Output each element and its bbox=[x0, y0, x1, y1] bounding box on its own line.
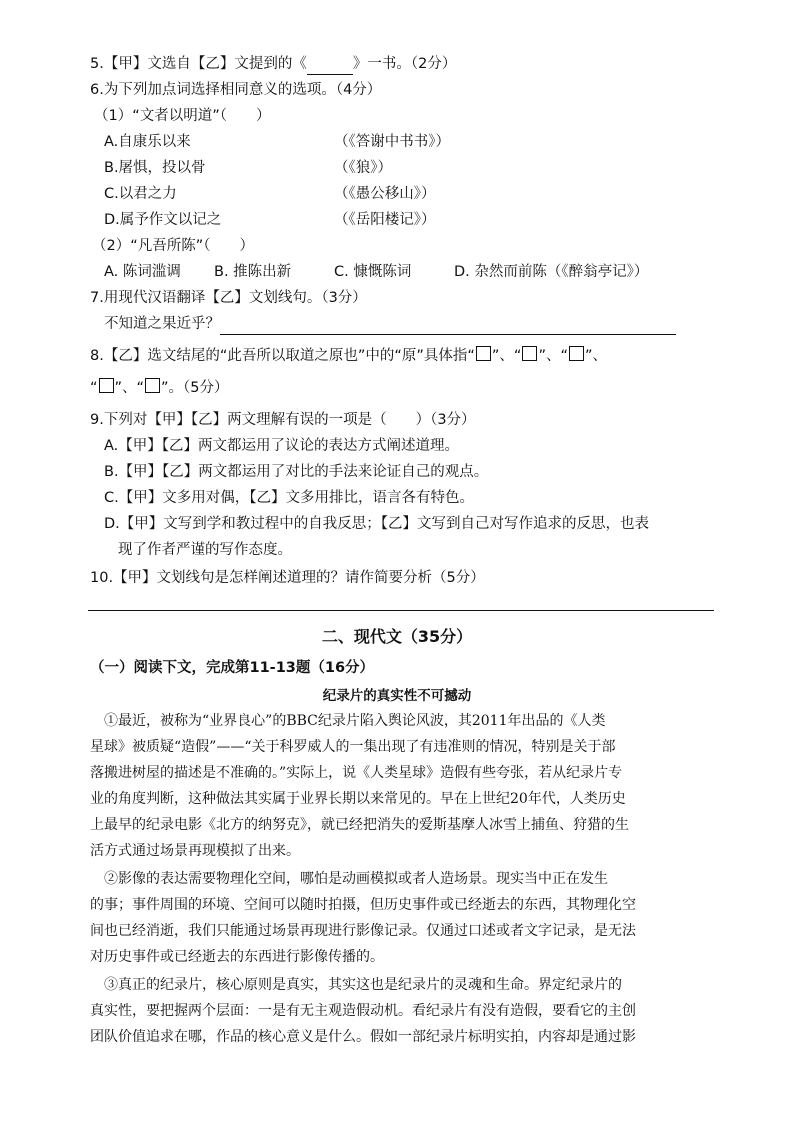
option-9-a: A.【甲】【乙】两文都运用了议论的表达方式阐述道理。 bbox=[104, 438, 460, 454]
question-8-line-1 bbox=[90, 346, 607, 366]
question-6-1-stem: （1）“文者以明道”（ ） bbox=[94, 108, 271, 124]
question-5-post: 》一书。（2分） bbox=[352, 56, 457, 72]
article-title: 纪录片的真实性不可撼动 bbox=[322, 688, 472, 704]
option-9-b: B.【甲】【乙】两文都运用了对比的手法来论证自己的观点。 bbox=[104, 464, 489, 480]
question-6-stem: 6.为下列加点词选择相同意义的选项。（4分） bbox=[90, 82, 382, 98]
answer-box[interactable] bbox=[569, 346, 584, 361]
answer-blank[interactable] bbox=[220, 314, 676, 335]
question-8-line-2 bbox=[90, 378, 229, 398]
option-9-d-line-2: 现了作者严谨的写作态度。 bbox=[118, 542, 292, 558]
question-8-sep: ”、“ bbox=[491, 348, 522, 364]
paragraph-line: 活方式通过场景再现模拟了出来。 bbox=[90, 843, 300, 859]
question-5-pre: 5.【甲】文选自【乙】文提到的《 bbox=[90, 56, 307, 72]
section-divider bbox=[88, 610, 714, 611]
paragraph-2 bbox=[90, 866, 702, 970]
option-6-1-b: B.屠惧，投以骨 bbox=[104, 160, 206, 176]
answer-blank[interactable] bbox=[307, 54, 353, 75]
paragraph-3 bbox=[90, 972, 702, 1050]
question-8-sep: ”、“ bbox=[538, 348, 568, 364]
answer-box[interactable] bbox=[476, 346, 491, 361]
answer-box[interactable] bbox=[99, 378, 114, 393]
option-6-1-b-source: （《狼》） bbox=[334, 160, 392, 176]
paragraph-line: 落搬进树屋的描述是不准确的。”实际上，说《人类星球》造假有些夸张，若从纪录片专 bbox=[90, 765, 623, 781]
paragraph-1 bbox=[90, 708, 702, 864]
reading-subtitle: （一）阅读下文，完成第11-13题（16分） bbox=[90, 660, 375, 676]
question-9-stem: 9.下列对【甲】【乙】两文理解有误的一项是（ ）（3分） bbox=[90, 412, 476, 428]
question-8-sep: ”、 bbox=[584, 348, 607, 364]
option-6-1-a-source: （《答谢中书书》） bbox=[334, 134, 450, 150]
section-title: 二、现代文（35分） bbox=[321, 627, 473, 646]
option-6-2-c: C. 慷慨陈词 bbox=[334, 264, 412, 280]
answer-box[interactable] bbox=[145, 378, 160, 393]
paragraph-line: ②影像的表达需要物理化空间，哪怕是动画模拟或者人造场景。现实当中正在发生 bbox=[104, 871, 608, 887]
question-7-stem: 7.用现代汉语翻译【乙】文划线句。（3分） bbox=[90, 290, 367, 306]
question-8-sep: ”、“ bbox=[114, 380, 145, 396]
paragraph-line: ③真正的纪录片，核心原则是真实，其实这也是纪录片的灵魂和生命。界定纪录片的 bbox=[104, 977, 622, 993]
question-5 bbox=[90, 54, 456, 75]
paragraph-line: ①最近，被称为“业界良心”的BBC纪录片陷入舆论风波，其2011年出品的《人类 bbox=[104, 713, 606, 729]
paragraph-line: 业的角度判断，这种做法其实属于业界长期以来常见的。早在上世纪20年代，人类历史 bbox=[90, 791, 626, 807]
option-6-2-b: B. 推陈出新 bbox=[214, 264, 292, 280]
option-6-1-c: C.以君之力 bbox=[104, 186, 177, 202]
paragraph-line: 团队价值追求在哪，作品的核心意义是什么。假如一部纪录片标明实拍，内容却是通过影 bbox=[90, 1029, 636, 1045]
option-9-c: C.【甲】文多用对偶，【乙】文多用排比，语言各有特色。 bbox=[104, 490, 474, 506]
option-6-1-d: D.属予作文以记之 bbox=[104, 212, 222, 228]
paragraph-line: 的事；事件周围的环境、空间可以随时拍摄，但历史事件或已经逝去的东西，其物理化空 bbox=[90, 897, 636, 913]
option-6-1-d-source: （《岳阳楼记》） bbox=[334, 212, 436, 228]
paragraph-line: 上最早的纪录电影《北方的纳努克》，就已经把消失的爱斯基摩人冰雪上捕鱼、狩猎的生 bbox=[90, 817, 629, 833]
answer-box[interactable] bbox=[522, 346, 537, 361]
question-7-answer-line bbox=[104, 314, 676, 335]
paragraph-line: 真实性，要把握两个层面：一是有无主观造假动机。看纪录片有没有造假，要看它的主创 bbox=[90, 1003, 636, 1019]
option-6-2-d: D. 杂然而前陈（《醉翁亭记》） bbox=[454, 264, 649, 280]
paragraph-line: 间也已经消逝，我们只能通过场景再现进行影像记录。仅通过口述或者文字记录，是无法 bbox=[90, 923, 636, 939]
question-7-sentence: 不知道之果近乎？ bbox=[104, 316, 220, 332]
option-6-2-a: A. 陈词滥调 bbox=[104, 264, 181, 280]
question-8-end: ”。（5分） bbox=[161, 380, 229, 396]
option-9-d-line-1: D.【甲】文写到学和教过程中的自我反思；【乙】文写到自己对写作追求的反思，也表 bbox=[104, 516, 650, 532]
paragraph-line: 对历史事件或已经逝去的东西进行影像传播的。 bbox=[90, 949, 384, 965]
option-6-1-a: A.自康乐以来 bbox=[104, 134, 191, 150]
question-6-2-stem: （2）“凡吾所陈”（ ） bbox=[92, 238, 254, 254]
option-6-1-c-source: （《愚公移山》） bbox=[334, 186, 436, 202]
question-8-open: “ bbox=[90, 380, 98, 396]
question-8-text: 8.【乙】选文结尾的“此吾所以取道之原也”中的“原”具体指“ bbox=[90, 348, 475, 364]
paragraph-line: 星球》被质疑“造假”——“关于科罗威人的一集出现了有违准则的情况，特别是关于部 bbox=[90, 739, 616, 755]
question-10-stem: 10.【甲】文划线句是怎样阐述道理的？请作简要分析（5分） bbox=[90, 570, 485, 586]
